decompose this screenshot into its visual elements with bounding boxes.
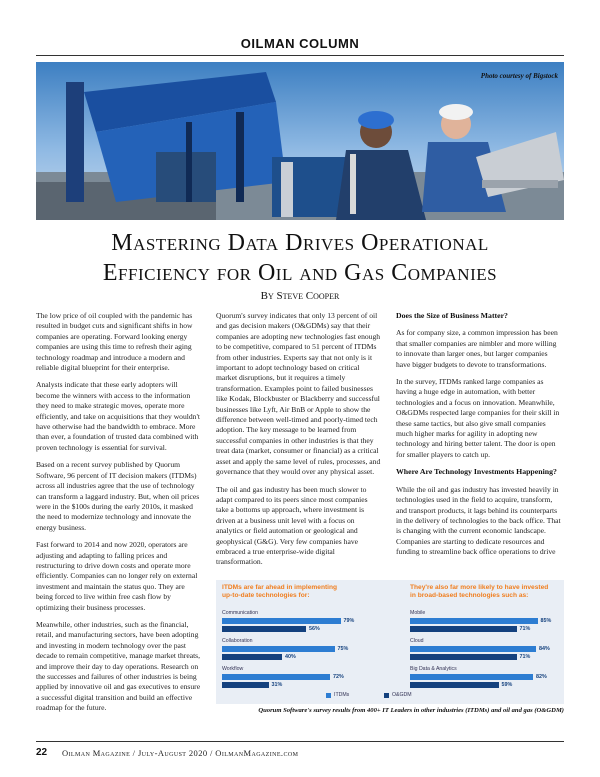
bar-ogdm: [410, 682, 499, 688]
bar-itdms: [222, 646, 335, 652]
bar-value-label: 59%: [501, 682, 513, 688]
category-label: Communication: [222, 610, 259, 616]
bar-ogdm: [222, 682, 269, 688]
category-label: Cloud: [410, 638, 424, 644]
bar-value-label: 75%: [337, 646, 349, 652]
byline: By Steve Cooper: [260, 290, 340, 302]
bar-value-label: 31%: [271, 682, 283, 688]
survey-chart: [216, 580, 564, 704]
paragraph: Meanwhile, other industries, such as the financial, retail, and manufacturing sectors, have been adopting and investing in modern technology over the past decade to remain competitive, manage market threats, and improve their day to day operations. Research on the successes and failures of other industries is being applied by innovative oil and gas executives to ensure a successful digital transition and build an effective roadmap for the future.: [36, 619, 201, 713]
paragraph: While the oil and gas industry has invested heavily in technologies used in the field to acquire, transform, and transport products, it lags behind its counterparts in the delivery of technologies to the back office. That is changing with the current economic landscape. Companies are starting to dedicate resources and funding to streamline back office operations to drive: [396, 484, 561, 557]
bar-value-label: 82%: [536, 674, 547, 680]
column-1: [36, 311, 201, 721]
legend-label: ITDMs: [334, 692, 350, 698]
bar-value-label: 71%: [519, 654, 531, 660]
title-line-2: Efficiency for Oil and Gas Companies: [102, 260, 498, 286]
bottom-rule: [36, 741, 564, 742]
bar-value-label: 40%: [285, 654, 296, 660]
chart-panel-title: They're also far more likely to have invested: [410, 584, 549, 591]
paragraph: Based on a recent survey published by Quorum Software, 96 percent of IT decision makers (ITDMs) across all industries agree that the use of technology can transform a laggard industry. But, when oil prices were in the $100s during the early 2010s, it masked the need to modernize technology and innovate the energy business.: [36, 460, 200, 532]
bar-itdms: [410, 646, 536, 652]
photo-credit: Photo courtesy of Bigstock: [480, 72, 558, 80]
paragraph: Fast forward to 2014 and now 2020, operators are adjusting and adapting to falling prices and restructuring to drive down costs and operate more efficiently. Companies can no longer rely on external investment and maintain the status quo. They are being forced to live within free cash flow by optimizing their business processes.: [36, 540, 198, 612]
bar-ogdm: [410, 626, 517, 632]
column-label: OILMAN COLUMN: [240, 36, 360, 51]
legend-label: O&GDM: [392, 692, 412, 698]
article-title: [36, 228, 564, 288]
legend-swatch: [326, 693, 331, 698]
bar-itdms: [410, 618, 538, 624]
paragraph: In the survey, ITDMs ranked large companies as having a huge edge in automation, with better technologies and a focus on innovation. Meanwhile, O&GDMs respected large companies for their skill in these same tactics, but also give small companies much higher marks for agility in adopting new technology and hiring better talent. The door is open for smaller players to catch up.: [396, 377, 560, 459]
section-heading: Where Are Technology Investments Happening?: [396, 467, 557, 477]
column-2: [216, 311, 381, 575]
section-heading: Does the Size of Business Matter?: [396, 311, 508, 320]
column-3: [396, 311, 561, 565]
title-line-1: Mastering Data Drives Operational: [111, 230, 489, 256]
paragraph: The low price of oil coupled with the pandemic has resulted in budget cuts and significant shifts in how companies are operating. Forward looking energy companies are using this time to refresh their aging technology roadmap and introduce a modern and reliable digital blueprint for their enterprise.: [36, 311, 193, 373]
bar-itdms: [222, 674, 330, 680]
paragraph: As for company size, a common impression has been that smaller companies are nimbler and more willing to innovate than larger ones, but larger companies have bigger budgets to devote to transformations.: [396, 328, 558, 369]
chart-panel-title: in broad-based technologies such as:: [410, 592, 529, 599]
bar-value-label: 79%: [343, 618, 355, 624]
category-label: Workflow: [222, 666, 244, 672]
bar-value-label: 72%: [333, 674, 344, 680]
hero-photo: [36, 62, 564, 220]
bar-value-label: 71%: [519, 626, 531, 632]
bar-ogdm: [222, 626, 306, 632]
chart-caption: Quorum Software's survey results from 400+ IT Leaders in other industries (ITDMs) and oil and gas (O&GDM): [258, 707, 564, 714]
paragraph: The oil and gas industry has been much slower to adapt compared to its peers since most companies take a bottoms up approach, where investment is driven at a business unit level with a focus on analytics or field automation or geological and geophysical (G&G). Very few companies have embraced a true enterprise-wide digital transformation.: [216, 484, 368, 567]
page-number: 22: [36, 747, 48, 758]
bar-ogdm: [222, 654, 282, 660]
bar-value-label: 85%: [540, 618, 552, 624]
chart-panel-title: up-to-date technologies for:: [222, 592, 310, 599]
chart-panel-title: ITDMs are far ahead in implementing: [222, 584, 338, 591]
footer-text: Oilman Magazine / July-August 2020 / OilmanMagazine.com: [62, 748, 299, 758]
legend-swatch: [384, 693, 389, 698]
oilfield-workers-illustration: [36, 62, 564, 220]
bar-value-label: 84%: [539, 646, 550, 652]
category-label: Collaboration: [222, 638, 253, 644]
bar-ogdm: [410, 654, 517, 660]
category-label: Big Data & Analytics: [410, 666, 457, 672]
bar-itdms: [222, 618, 341, 624]
paragraph: Analysts indicate that these early adopters will become the winners with access to the information they need to make strategic moves, operate more efficiently, and take on acquisitions that they wouldn't have otherwise had the bandwidth to embrace. More than ever, a foundation of trusted data combined with proven technology is essential for survival.: [36, 380, 200, 452]
top-rule: [36, 55, 564, 56]
bar-value-label: 56%: [309, 626, 320, 632]
category-label: Mobile: [410, 610, 426, 616]
bar-itdms: [410, 674, 533, 680]
paragraph: Quorum's survey indicates that only 13 percent of oil and gas decision makers (O&GDMs) say that their companies are adopting new technologies fast enough to be competitive, compared to 51 percent of ITDMs from other industries. Experts say that not only is it important to adopt technology based on critical market disruptions, but it requires a timely transformation. Examples point to failed businesses like Kodak, Blockbuster or Blackberry and successful businesses like Lyft, Air BnB or Apple to show the difference between well-timed and poorly-timed tech adoption. The key message to be learned from successful companies in other industries is that they treat data (market, consumer or financial) as a critical asset and apply the same level of rules, processes, and governance that they would over any physical asset.: [216, 311, 381, 477]
